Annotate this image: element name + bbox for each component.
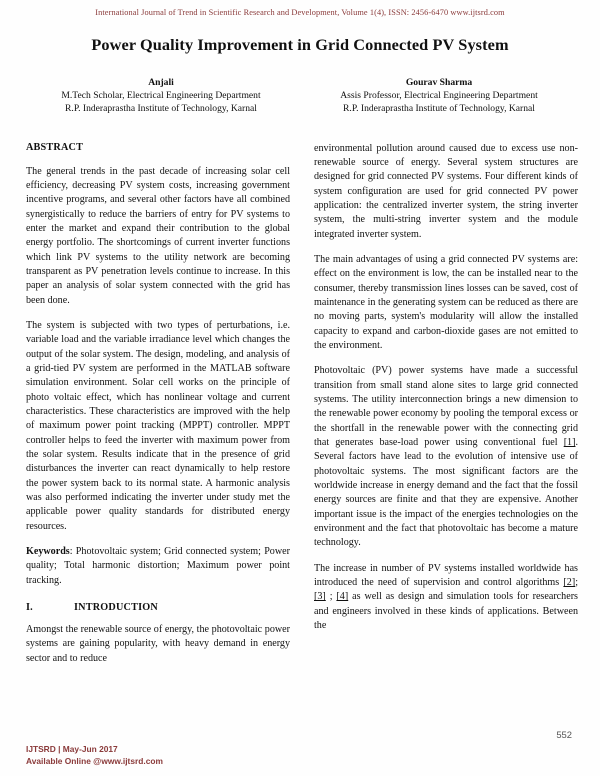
author-block-2 bbox=[300, 77, 578, 116]
abstract-heading: ABSTRACT bbox=[26, 141, 84, 153]
introduction-paragraph: Amongst the renewable source of energy, the photovoltaic power systems are gaining popularity, with heavy demand in energy sector and to reduce bbox=[26, 623, 290, 664]
page-number: 552 bbox=[556, 729, 572, 740]
citation-link-2[interactable]: [2] bbox=[563, 576, 576, 588]
author-name: Anjali bbox=[148, 76, 174, 88]
author-block-1 bbox=[22, 77, 300, 116]
author-affiliation-line: R.P. Inderaprastha Institute of Technology, Karnal bbox=[343, 102, 535, 114]
section-number: I. bbox=[26, 601, 33, 613]
keywords-label: Keywords bbox=[26, 545, 70, 557]
author-affiliation-line: M.Tech Scholar, Electrical Engineering Department bbox=[61, 89, 261, 101]
footer-url-line[interactable]: Available Online @www.ijtsrd.com bbox=[26, 755, 163, 766]
paragraph-text: as well as design and simulation tools for researchers and engineers involved in these kinds of applications. Between the bbox=[314, 591, 578, 631]
two-column-body bbox=[0, 142, 600, 666]
increase-paragraph bbox=[314, 562, 578, 634]
keywords-text: : Photovoltaic system; Grid connected system; Power quality; Total harmonic distortion; Maximum power point tracking. bbox=[26, 545, 290, 586]
abstract-paragraph: The general trends in the past decade of increasing solar cell efficiency, decreasing PV system costs, increasing government incentive programs, and several other factors have all combined synergistically to reduce the barriers of entry for PV systems to enter the market and expand their contribution to the global energy portfolio. The shortcomings of current inverter functions which link PV systems to the utility network are becoming transparent as PV penetration levels continue to increase. In this paper an analysis of solar system connected with the grid has been done. bbox=[26, 165, 290, 306]
paragraph-text: The increase in number of PV systems installed worldwide has introduced the need of supervision and control algorithms bbox=[314, 562, 578, 588]
citation-link-1[interactable]: [1] bbox=[563, 437, 576, 448]
author-name: Gourav Sharma bbox=[405, 76, 473, 88]
author-affiliation-line: R.P. Inderaprastha Institute of Technology, Karnal bbox=[65, 102, 257, 114]
photovoltaic-paragraph bbox=[314, 364, 578, 550]
running-head: International Journal of Trend in Scientific Research and Development, Volume 1(4), ISSN: 2456-6470 www.ijtsrd.com bbox=[95, 8, 505, 17]
citation-link-3[interactable]: [3] bbox=[314, 591, 326, 603]
authors-block bbox=[0, 77, 600, 116]
paragraph-text: Photovoltaic (PV) power systems have made a successful transition from small stand alone sites to large grid connected systems. The utility interconnection brings a new dimension to the renewable power economy by pooling the temporal excess or the shortfall in the renewable power with the connecting grid that generates base-load power using conventional fuel bbox=[314, 365, 578, 448]
body-paragraph: The main advantages of using a grid connected PV systems are: effect on the environment is low, the can be installed near to the consumer, thereby transmission lines losses can be saved, cost of maintenance in the generating system can be reduced as there are no moving parts, system's modularity will allow the installed capacity to expand and carbon-dioxide gases are not emitted to the environment. bbox=[314, 254, 578, 352]
keywords-paragraph bbox=[26, 545, 290, 588]
left-column bbox=[26, 142, 290, 666]
footer bbox=[26, 743, 163, 767]
paragraph-text: . Several factors have lead to the evolution of intensive use of photovoltaic systems. The most significant factors are the worldwide increase in energy demand and the fact that the fossil energy sources are finite and that they are expensive. Another important issue is the impact of the energies technologies on the environment and the fact that photovoltaic has become a mature technology. bbox=[314, 437, 578, 549]
right-column bbox=[314, 142, 578, 666]
citation-link-4[interactable]: [4] bbox=[336, 591, 349, 603]
footer-journal-line: IJTSRD | May-Jun 2017 bbox=[26, 743, 118, 754]
citation-separator: ; bbox=[325, 591, 337, 603]
introduction-heading bbox=[26, 602, 290, 613]
abstract-paragraph: The system is subjected with two types of perturbations, i.e. variable load and the variable irradiance level which changes the output of the solar system. The design, modeling, and analysis of a grid-tied PV system are performed in the MATLAB software simulation environment. Solar cell works on the principle of photo voltaic effect, which has nonlinear voltage and current characteristics. These characteristics are improved with the help of maximum power point tracking (MPPT) controller. MPPT controller helps to feed the inverter with maximum power from the solar system. Results indicate that in the presence of grid disturbances the inverter can react dynamically to help restore the power system back to its normal state. A harmonic analysis was also performed indicating the inverter under study met the applicable power quality standards for distributed energy resources. bbox=[26, 320, 290, 532]
author-affiliation-line: Assis Professor, Electrical Engineering Department bbox=[340, 89, 538, 101]
page-title: Power Quality Improvement in Grid Connected PV System bbox=[91, 34, 509, 54]
section-title: INTRODUCTION bbox=[74, 601, 158, 613]
body-paragraph: environmental pollution around caused due to excess use non-renewable source of energy. Several system structures are designed for grid connected PV systems. Four different kinds of system configuration are used for grid connected PV power application: the centralized inverter system, the string inverter system, the multi-string inverter system and the module integrated inverter system. bbox=[314, 142, 578, 240]
citation-separator: ; bbox=[575, 576, 578, 588]
